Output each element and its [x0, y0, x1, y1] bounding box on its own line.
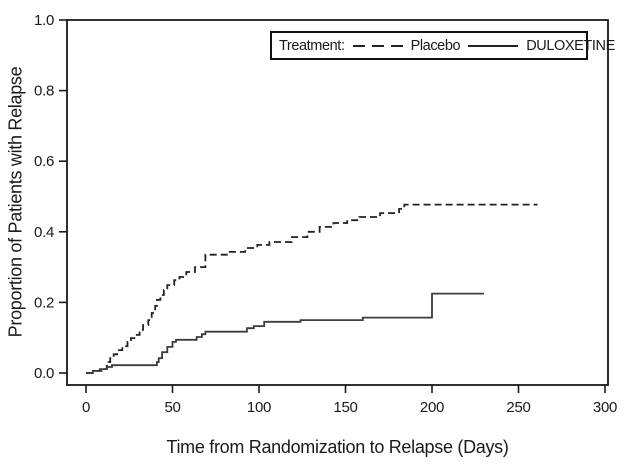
x-tick-label: 300: [592, 399, 618, 416]
x-tick-label: 200: [419, 399, 445, 416]
x-tick-label: 0: [81, 399, 91, 416]
y-tick-label: 0.8: [34, 82, 54, 100]
x-tick-label: 100: [246, 399, 272, 416]
series-duloxetine-path: [86, 294, 484, 373]
legend-title: Treatment:: [279, 37, 345, 54]
y-tick-label: 1.0: [34, 12, 54, 29]
duloxetine-solid-line-icon: [468, 45, 518, 47]
placebo-dashed-line-icon: [353, 45, 403, 47]
x-tick-label: 250: [506, 399, 531, 416]
y-tick-label: 0.2: [34, 294, 54, 312]
legend-label-duloxetine: DULOXETINE: [526, 37, 615, 54]
y-axis-title: Proportion of Patients with Relapse: [5, 66, 26, 338]
y-tick-label: 0.4: [34, 223, 54, 241]
x-tick-label: 150: [333, 399, 358, 416]
legend: [270, 31, 615, 60]
x-axis-title: Time from Randomization to Relapse (Days): [166, 437, 509, 457]
y-tick-label: 0.0: [34, 365, 54, 382]
series-placebo-path: [86, 205, 538, 373]
legend-label-placebo: Placebo: [410, 37, 461, 54]
plot-frame: [67, 20, 608, 385]
y-tick-label: 0.6: [34, 153, 54, 171]
x-tick-label: 50: [164, 399, 181, 416]
